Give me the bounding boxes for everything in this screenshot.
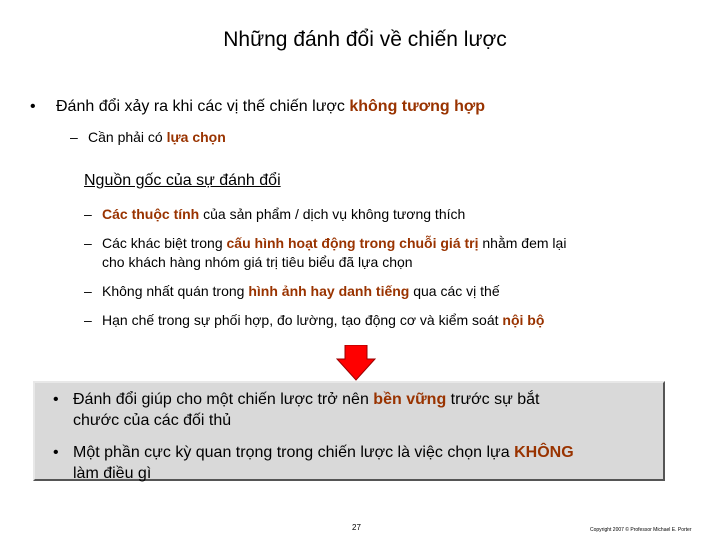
box-plain: Một phần cực kỳ quan trọng trong chiến lược là việc chọn lựa [73, 444, 515, 461]
bullet-marker: • [53, 444, 59, 461]
dash-marker: – [84, 283, 92, 299]
source-highlight: cấu hình hoạt động trong chuỗi giá trị [226, 235, 479, 251]
box-line2: chước của các đối thủ [73, 412, 232, 429]
source-highlight: Các thuộc tính [102, 206, 200, 222]
dash-marker: – [84, 235, 92, 251]
box-highlight: KHÔNG [514, 444, 574, 461]
source-text [102, 311, 544, 330]
box-plain: Đánh đổi giúp cho một chiến lược trở nên [73, 391, 374, 408]
dash-marker: – [84, 312, 92, 328]
box-line2: làm điều gì [73, 465, 152, 482]
source-item [84, 234, 684, 274]
main-bullet-text [56, 96, 485, 118]
source-line2: cho khách hàng nhóm giá trị tiêu biểu đã lựa chọn [102, 254, 413, 270]
conclusion-box [33, 381, 665, 481]
down-arrow-icon [336, 345, 376, 381]
section-heading: Nguồn gốc của sự đánh đổi [84, 172, 281, 189]
copyright-notice: Copyright 2007 © Professor Michael E. Porter [590, 527, 692, 533]
box-item-text [73, 389, 653, 431]
slide-title: Những đánh đổi về chiến lược [223, 28, 507, 51]
source-plain: Không nhất quán trong [102, 283, 249, 299]
main-sub-plain: Cần phải có [88, 129, 167, 145]
dash-marker: – [84, 206, 92, 222]
source-text [102, 234, 566, 272]
dash-marker: – [70, 129, 78, 145]
source-plain: Hạn chế trong sự phối hợp, đo lường, tạo động cơ và kiểm soát [102, 312, 503, 328]
bullet-marker: • [53, 391, 59, 408]
source-text [102, 205, 465, 224]
main-bullet-highlight: không tương hợp [349, 98, 485, 115]
source-highlight: nội bộ [502, 312, 545, 328]
box-item-text [73, 442, 653, 484]
main-bullet-plain: Đánh đổi xảy ra khi các vị thế chiến lược [56, 98, 350, 115]
main-sub-highlight: lựa chọn [166, 129, 226, 145]
box-plain-after: trước sự bắt [446, 391, 540, 408]
page-number: 27 [352, 523, 361, 532]
source-text [102, 282, 500, 301]
source-plain: Các khác biệt trong [102, 235, 227, 251]
main-sub-text [88, 128, 226, 147]
source-plain-after: qua các vị thế [409, 283, 500, 299]
box-highlight: bền vững [373, 391, 447, 408]
source-plain: của sản phẩm / dịch vụ không tương thích [199, 206, 466, 222]
source-plain-after: nhằm đem lại [478, 235, 567, 251]
source-highlight: hình ảnh hay danh tiếng [248, 283, 410, 299]
bullet-marker: • [30, 98, 36, 115]
